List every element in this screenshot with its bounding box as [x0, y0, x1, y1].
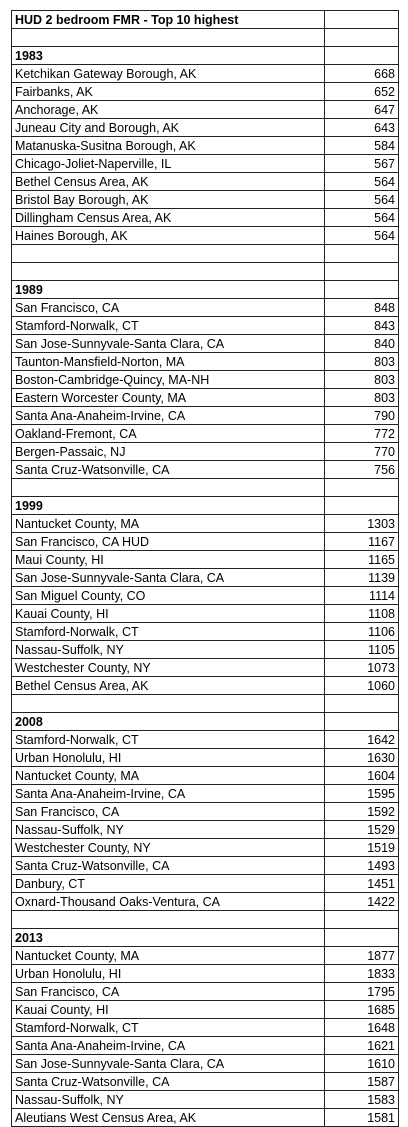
- area-name: Westchester County, NY: [12, 839, 325, 857]
- empty-cell: [12, 911, 325, 929]
- table-row: [12, 1001, 399, 1019]
- table-row: [12, 119, 399, 137]
- area-name: Santa Ana-Anaheim-Irvine, CA: [12, 1037, 325, 1055]
- table-row: [12, 677, 399, 695]
- area-name: Santa Cruz-Watsonville, CA: [12, 1073, 325, 1091]
- table-title: HUD 2 bedroom FMR - Top 10 highest: [12, 11, 325, 29]
- table-row: [12, 389, 399, 407]
- table-row: [12, 749, 399, 767]
- fmr-value: 1139: [325, 569, 399, 587]
- area-name: Maui County, HI: [12, 551, 325, 569]
- area-name: Juneau City and Borough, AK: [12, 119, 325, 137]
- blank-row: [12, 263, 399, 281]
- empty-cell: [12, 29, 325, 47]
- table-row: [12, 1019, 399, 1037]
- fmr-value: 1529: [325, 821, 399, 839]
- area-name: Nantucket County, MA: [12, 947, 325, 965]
- fmr-value: 1167: [325, 533, 399, 551]
- area-name: Boston-Cambridge-Quincy, MA-NH: [12, 371, 325, 389]
- table-row: [12, 875, 399, 893]
- area-name: Taunton-Mansfield-Norton, MA: [12, 353, 325, 371]
- fmr-value: 843: [325, 317, 399, 335]
- table-row: [12, 1091, 399, 1109]
- area-name: Dillingham Census Area, AK: [12, 209, 325, 227]
- area-name: Haines Borough, AK: [12, 227, 325, 245]
- fmr-value: 1422: [325, 893, 399, 911]
- area-name: Eastern Worcester County, MA: [12, 389, 325, 407]
- table-row: [12, 785, 399, 803]
- fmr-value: 772: [325, 425, 399, 443]
- area-name: Fairbanks, AK: [12, 83, 325, 101]
- fmr-value: 1630: [325, 749, 399, 767]
- table-row: [12, 533, 399, 551]
- area-name: Ketchikan Gateway Borough, AK: [12, 65, 325, 83]
- area-name: Stamford-Norwalk, CT: [12, 731, 325, 749]
- area-name: Kauai County, HI: [12, 605, 325, 623]
- fmr-table: [11, 10, 399, 1127]
- fmr-value: 1108: [325, 605, 399, 623]
- table-row: [12, 623, 399, 641]
- table-row: [12, 605, 399, 623]
- fmr-value: 1592: [325, 803, 399, 821]
- table-row: [12, 209, 399, 227]
- table-row: [12, 227, 399, 245]
- fmr-value: 1073: [325, 659, 399, 677]
- fmr-value: 647: [325, 101, 399, 119]
- table-row: [12, 101, 399, 119]
- fmr-value: 1581: [325, 1109, 399, 1127]
- table-row: [12, 965, 399, 983]
- fmr-value: 1451: [325, 875, 399, 893]
- table-row: [12, 659, 399, 677]
- table-row: [12, 317, 399, 335]
- empty-cell: [325, 911, 399, 929]
- table-row: [12, 1073, 399, 1091]
- empty-cell: [325, 281, 399, 299]
- year-row: [12, 47, 399, 65]
- area-name: Nassau-Suffolk, NY: [12, 1091, 325, 1109]
- fmr-value: 564: [325, 227, 399, 245]
- table-row: [12, 947, 399, 965]
- table-row: [12, 1037, 399, 1055]
- table-row: [12, 803, 399, 821]
- fmr-value: 840: [325, 335, 399, 353]
- fmr-value: 848: [325, 299, 399, 317]
- empty-cell: [325, 929, 399, 947]
- area-name: Danbury, CT: [12, 875, 325, 893]
- table-row: [12, 425, 399, 443]
- table-row: [12, 191, 399, 209]
- fmr-value: 1795: [325, 983, 399, 1001]
- area-name: Nantucket County, MA: [12, 767, 325, 785]
- fmr-value: 567: [325, 155, 399, 173]
- table-row: [12, 461, 399, 479]
- area-name: San Jose-Sunnyvale-Santa Clara, CA: [12, 1055, 325, 1073]
- table-row: [12, 731, 399, 749]
- year-label: 1999: [12, 497, 325, 515]
- blank-row: [12, 695, 399, 713]
- fmr-value: 652: [325, 83, 399, 101]
- title-row: [12, 11, 399, 29]
- empty-cell: [325, 11, 399, 29]
- year-row: [12, 281, 399, 299]
- empty-cell: [12, 245, 325, 263]
- fmr-value: 564: [325, 191, 399, 209]
- year-row: [12, 497, 399, 515]
- year-label: 1989: [12, 281, 325, 299]
- table-row: [12, 569, 399, 587]
- year-label: 2008: [12, 713, 325, 731]
- table-row: [12, 353, 399, 371]
- empty-cell: [325, 479, 399, 497]
- fmr-value: 1648: [325, 1019, 399, 1037]
- area-name: Bethel Census Area, AK: [12, 677, 325, 695]
- table-row: [12, 515, 399, 533]
- table-row: [12, 551, 399, 569]
- area-name: Oxnard-Thousand Oaks-Ventura, CA: [12, 893, 325, 911]
- area-name: Kauai County, HI: [12, 1001, 325, 1019]
- empty-cell: [325, 497, 399, 515]
- fmr-value: 1105: [325, 641, 399, 659]
- table-row: [12, 857, 399, 875]
- fmr-value: 803: [325, 389, 399, 407]
- area-name: Santa Cruz-Watsonville, CA: [12, 857, 325, 875]
- table-row: [12, 1109, 399, 1127]
- fmr-value: 668: [325, 65, 399, 83]
- empty-cell: [325, 245, 399, 263]
- table-row: [12, 371, 399, 389]
- table-row: [12, 335, 399, 353]
- fmr-value: 803: [325, 371, 399, 389]
- area-name: Chicago-Joliet-Naperville, IL: [12, 155, 325, 173]
- fmr-value: 1106: [325, 623, 399, 641]
- area-name: San Francisco, CA: [12, 299, 325, 317]
- fmr-value: 803: [325, 353, 399, 371]
- empty-cell: [325, 713, 399, 731]
- fmr-value: 790: [325, 407, 399, 425]
- area-name: Stamford-Norwalk, CT: [12, 623, 325, 641]
- area-name: Nassau-Suffolk, NY: [12, 821, 325, 839]
- fmr-value: 1833: [325, 965, 399, 983]
- area-name: Stamford-Norwalk, CT: [12, 317, 325, 335]
- area-name: Nassau-Suffolk, NY: [12, 641, 325, 659]
- empty-cell: [12, 695, 325, 713]
- area-name: Urban Honolulu, HI: [12, 965, 325, 983]
- table-row: [12, 299, 399, 317]
- area-name: San Francisco, CA HUD: [12, 533, 325, 551]
- area-name: Bergen-Passaic, NJ: [12, 443, 325, 461]
- blank-row: [12, 479, 399, 497]
- fmr-value: 756: [325, 461, 399, 479]
- empty-cell: [325, 695, 399, 713]
- table-row: [12, 1055, 399, 1073]
- empty-cell: [325, 29, 399, 47]
- table-row: [12, 443, 399, 461]
- area-name: Bristol Bay Borough, AK: [12, 191, 325, 209]
- area-name: Bethel Census Area, AK: [12, 173, 325, 191]
- empty-cell: [12, 479, 325, 497]
- area-name: Santa Ana-Anaheim-Irvine, CA: [12, 407, 325, 425]
- fmr-value: 1604: [325, 767, 399, 785]
- table-row: [12, 821, 399, 839]
- fmr-value: 1642: [325, 731, 399, 749]
- table-row: [12, 407, 399, 425]
- empty-cell: [325, 263, 399, 281]
- blank-row: [12, 245, 399, 263]
- area-name: Nantucket County, MA: [12, 515, 325, 533]
- fmr-value: 1595: [325, 785, 399, 803]
- blank-row: [12, 911, 399, 929]
- table-row: [12, 587, 399, 605]
- year-label: 2013: [12, 929, 325, 947]
- table-row: [12, 767, 399, 785]
- year-row: [12, 929, 399, 947]
- fmr-value: 1621: [325, 1037, 399, 1055]
- table-row: [12, 65, 399, 83]
- fmr-value: 1685: [325, 1001, 399, 1019]
- fmr-value: 1165: [325, 551, 399, 569]
- fmr-value: 1303: [325, 515, 399, 533]
- area-name: San Francisco, CA: [12, 803, 325, 821]
- fmr-value: 1583: [325, 1091, 399, 1109]
- fmr-value: 1877: [325, 947, 399, 965]
- area-name: Urban Honolulu, HI: [12, 749, 325, 767]
- area-name: Anchorage, AK: [12, 101, 325, 119]
- area-name: San Jose-Sunnyvale-Santa Clara, CA: [12, 569, 325, 587]
- year-row: [12, 713, 399, 731]
- fmr-value: 564: [325, 209, 399, 227]
- table-row: [12, 839, 399, 857]
- table-row: [12, 173, 399, 191]
- area-name: San Francisco, CA: [12, 983, 325, 1001]
- fmr-value: 1114: [325, 587, 399, 605]
- area-name: Aleutians West Census Area, AK: [12, 1109, 325, 1127]
- area-name: Oakland-Fremont, CA: [12, 425, 325, 443]
- fmr-value: 1060: [325, 677, 399, 695]
- fmr-value: 1610: [325, 1055, 399, 1073]
- empty-cell: [325, 47, 399, 65]
- fmr-value: 770: [325, 443, 399, 461]
- table-row: [12, 155, 399, 173]
- fmr-value: 1519: [325, 839, 399, 857]
- table-row: [12, 641, 399, 659]
- fmr-value: 643: [325, 119, 399, 137]
- fmr-value: 584: [325, 137, 399, 155]
- area-name: Santa Ana-Anaheim-Irvine, CA: [12, 785, 325, 803]
- table-row: [12, 893, 399, 911]
- fmr-value: 1587: [325, 1073, 399, 1091]
- area-name: Stamford-Norwalk, CT: [12, 1019, 325, 1037]
- area-name: Matanuska-Susitna Borough, AK: [12, 137, 325, 155]
- blank-row: [12, 29, 399, 47]
- area-name: Santa Cruz-Watsonville, CA: [12, 461, 325, 479]
- table-row: [12, 137, 399, 155]
- area-name: Westchester County, NY: [12, 659, 325, 677]
- fmr-value: 1493: [325, 857, 399, 875]
- area-name: San Miguel County, CO: [12, 587, 325, 605]
- table-row: [12, 83, 399, 101]
- area-name: San Jose-Sunnyvale-Santa Clara, CA: [12, 335, 325, 353]
- table-row: [12, 983, 399, 1001]
- fmr-table-body: [12, 11, 399, 1127]
- empty-cell: [12, 263, 325, 281]
- fmr-value: 564: [325, 173, 399, 191]
- year-label: 1983: [12, 47, 325, 65]
